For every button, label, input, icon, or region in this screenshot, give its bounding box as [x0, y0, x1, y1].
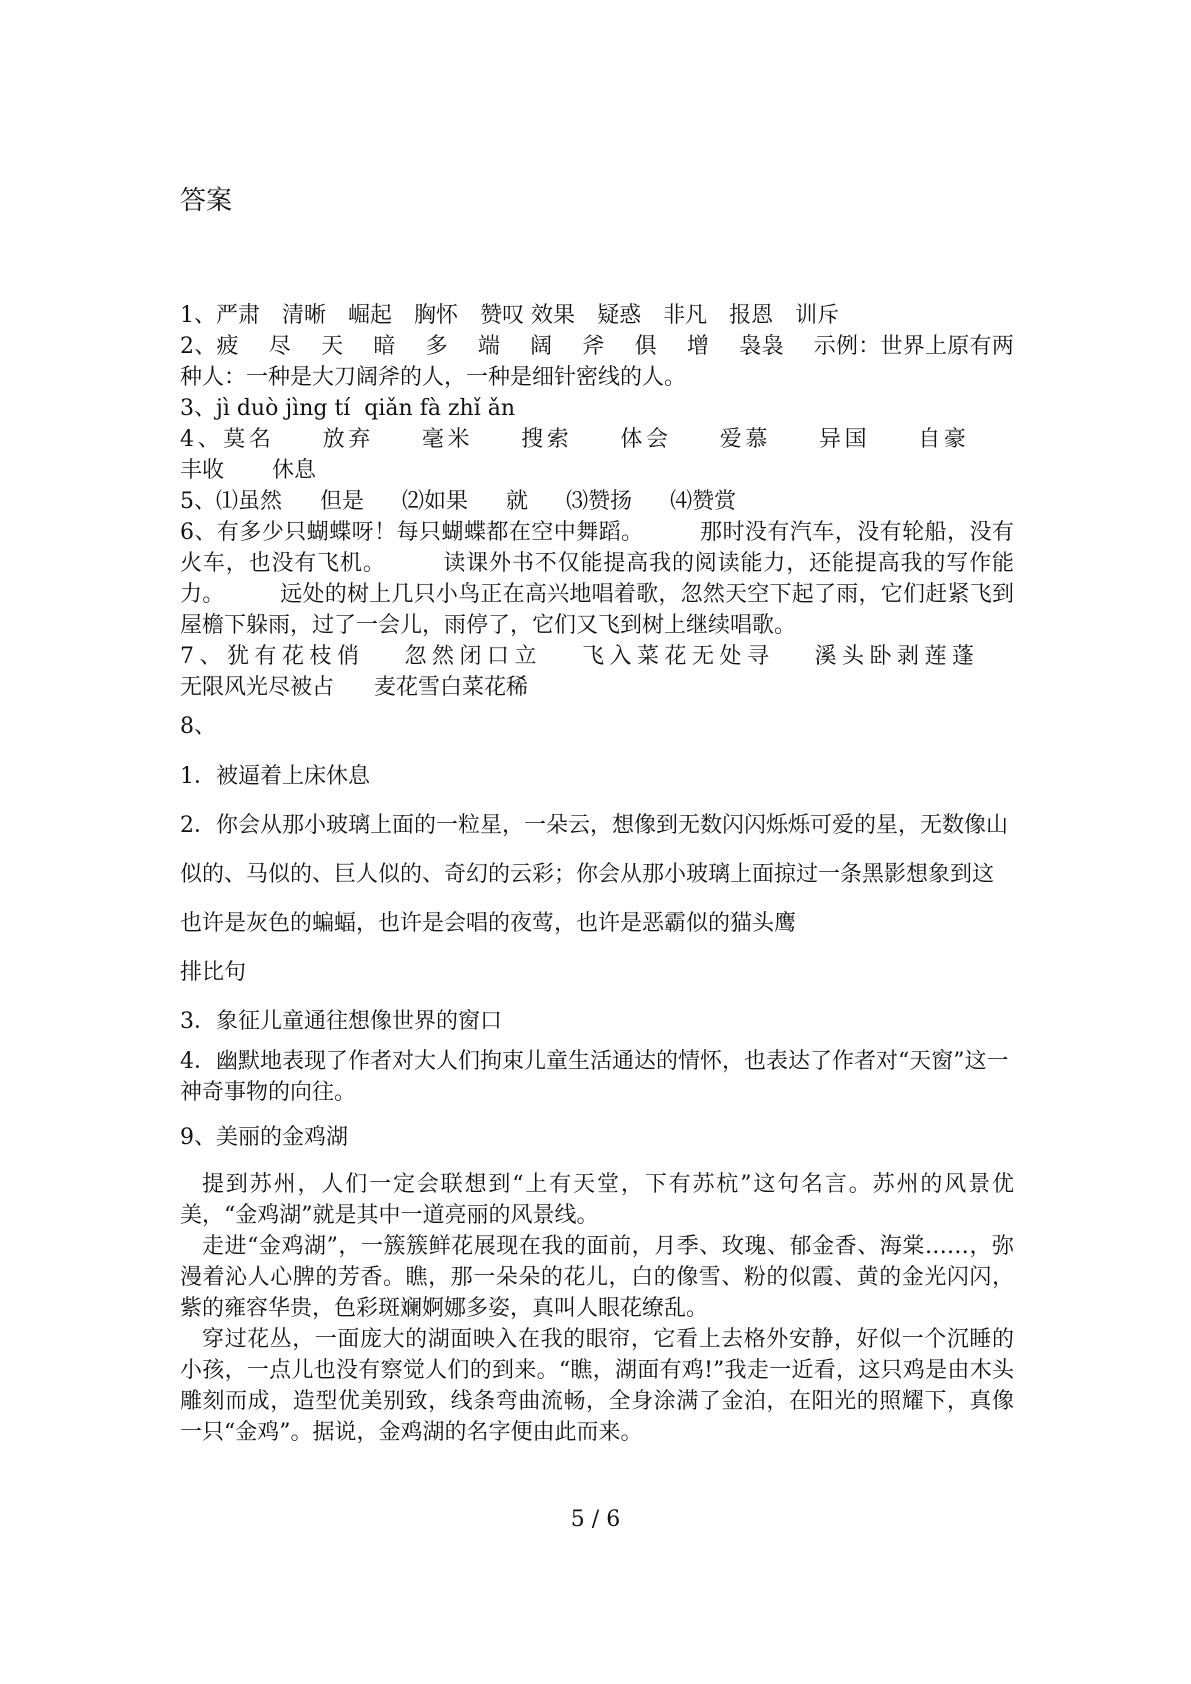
answer-example: 示例：世界上原有两种人：一种是大刀阔斧的人，一种是细针密线的人。 [180, 334, 1014, 390]
answer-word: 放弃 [322, 427, 374, 452]
answer-word: ⑴虽然 [216, 489, 283, 514]
answer-word: 袅袅 [739, 334, 784, 359]
essay-paragraph: 提到苏州，人们一定会联想到“上有天堂，下有苏杭”这句名言。苏州的风景优美，“金鸡湖”就是其中一道亮丽的风景线。 [180, 1172, 1014, 1228]
answer-word: 多 [425, 334, 448, 359]
answer-word: 非凡 [663, 303, 708, 328]
answer-5 [180, 486, 1014, 517]
answer-sentence: 有多少只蝴蝶呀！每只蝴蝶都在空中舞蹈。 [216, 520, 633, 545]
answer-9-heading [180, 1122, 1014, 1153]
answer-word: 疑惑 [597, 303, 642, 328]
answer-line: 忽然闭口立 [404, 644, 542, 669]
answer-word: 就 [506, 489, 529, 514]
answer-word: 胸怀 [414, 303, 459, 328]
answer-word: ⑷赞赏 [670, 489, 737, 514]
answer-number: 4、 [180, 427, 224, 452]
answer-word: 异国 [818, 427, 871, 452]
answer-word: 但是 [320, 489, 365, 514]
essay-paragraph: 穿过花丛，一面庞大的湖面映入在我的眼帘，它看上去格外安静，好似一个沉睡的小孩，一点儿也没有察觉人们的到来。“瞧，湖面有鸡!”我走一近看，这只鸡是由木头雕刻而成，造型优美别致，线条弯曲流畅，全身涂满了金泊，在阳光的照耀下，真像一只“金鸡”。据说，金鸡湖的名字便由此而来。 [180, 1327, 1014, 1445]
answer-word: 搜索 [521, 427, 573, 452]
answer-list [180, 300, 1014, 1448]
page-title: 答案 [180, 186, 233, 216]
answer-8-sub-1: 1．被逼着上床休息 [180, 764, 370, 789]
answer-word: 报恩 [729, 303, 774, 328]
answer-word: 自豪 [918, 427, 966, 452]
answer-number: 7、 [180, 644, 227, 669]
answer-line: 无限风光尽被占 [180, 675, 335, 700]
answer-number: 1、 [180, 303, 216, 328]
answer-word: 疲 [216, 334, 239, 359]
answer-word: 丰收 [180, 458, 225, 483]
answer-line: 飞入菜花无处寻 [582, 644, 775, 669]
answer-line: 犹有花枝俏 [227, 644, 365, 669]
answer-line: 麦花雪白菜花稀 [374, 675, 529, 700]
answer-word: 崛起 [348, 303, 393, 328]
answer-word: 严肃 [216, 303, 261, 328]
answer-8-sub-4: 4．幽默地表现了作者对大人们拘束儿童生活通达的情怀，也表达了作者对“天窗”这一神奇事物的向往。 [180, 1049, 1009, 1105]
answer-word: 体会 [620, 427, 672, 452]
answer-sentence: 远处的树上几只小鸟正在高兴地唱着歌，忽然天空下起了雨，它们赶紧飞到屋檐下躲雨，过了一会儿，雨停了，它们又飞到树上继续唱歌。 [180, 582, 1014, 638]
answer-word: 斧 [582, 334, 605, 359]
answer-4 [180, 424, 1014, 486]
page-number: 5 / 6 [570, 1507, 621, 1532]
answer-word: 休息 [272, 458, 317, 483]
answer-1 [180, 300, 1014, 331]
answer-word: 赞叹 效果 [480, 303, 576, 328]
answer-line: 溪头卧剥莲蓬 [814, 644, 974, 669]
answer-word: 训斥 [795, 303, 840, 328]
answer-number: 9、 [180, 1125, 216, 1150]
answer-7 [180, 641, 1014, 703]
answer-8-sub-2: 2．你会从那小玻璃上面的一粒星，一朵云，想像到无数闪闪烁烁可爱的星，无数像山似的、马似的、巨人似的、奇幻的云彩；你会从那小玻璃上面掠过一条黑影想象到这也许是灰色的蝙蝠，也许是会唱的夜莺，也许是恶霸似的猫头鹰 [180, 813, 1008, 936]
answer-word: 阔 [530, 334, 553, 359]
answer-word: 爱慕 [719, 427, 771, 452]
answer-8-number: 8、 [180, 714, 216, 739]
answer-2 [180, 331, 1014, 393]
answer-sentence: 那时没有汽车，没有轮船，没有火车，也没有飞机。 [180, 520, 1014, 576]
essay-title: 美丽的金鸡湖 [216, 1125, 349, 1150]
answer-word: 清晰 [282, 303, 327, 328]
answer-8-sub-3: 3．象征儿童通往想像世界的窗口 [180, 1009, 502, 1034]
answer-number: 3、 [180, 396, 216, 421]
answer-word: 毫米 [421, 427, 474, 452]
answer-8-sub-2-note: 排比句 [180, 960, 247, 985]
answer-word: ⑵如果 [402, 489, 469, 514]
essay-paragraph: 走进“金鸡湖”，一簇簇鲜花展现在我的面前，月季、玫瑰、郁金香、海棠……，弥漫着沁人心脾的芳香。瞧，那一朵朵的花儿，白的像雪、粉的似霞、黄的金光闪闪，紫的雍容华贵，色彩斑斓婀娜多姿，真叫人眼花缭乱。 [180, 1234, 1014, 1321]
answer-word: 尽 [268, 334, 292, 359]
answer-number: 5、 [180, 489, 216, 514]
answer-sentence: 读课外书不仅能提高我的阅读能力，还能提高我的写作能力。 [180, 551, 1014, 607]
answer-word: 暗 [373, 334, 396, 359]
answer-word: 增 [686, 334, 710, 359]
answer-word: ⑶赞扬 [566, 489, 633, 514]
answer-word: 天 [321, 334, 344, 359]
answer-word: 莫名 [223, 427, 275, 452]
answer-word: 端 [477, 334, 501, 359]
answer-number: 6、 [180, 520, 217, 545]
answer-6 [180, 517, 1014, 641]
answer-3 [180, 393, 1014, 424]
answer-number: 2、 [180, 334, 217, 359]
answer-word: 俱 [634, 334, 657, 359]
pinyin-answer: jì duò jìng tí qiǎn fà zhǐ ǎn [216, 396, 516, 421]
